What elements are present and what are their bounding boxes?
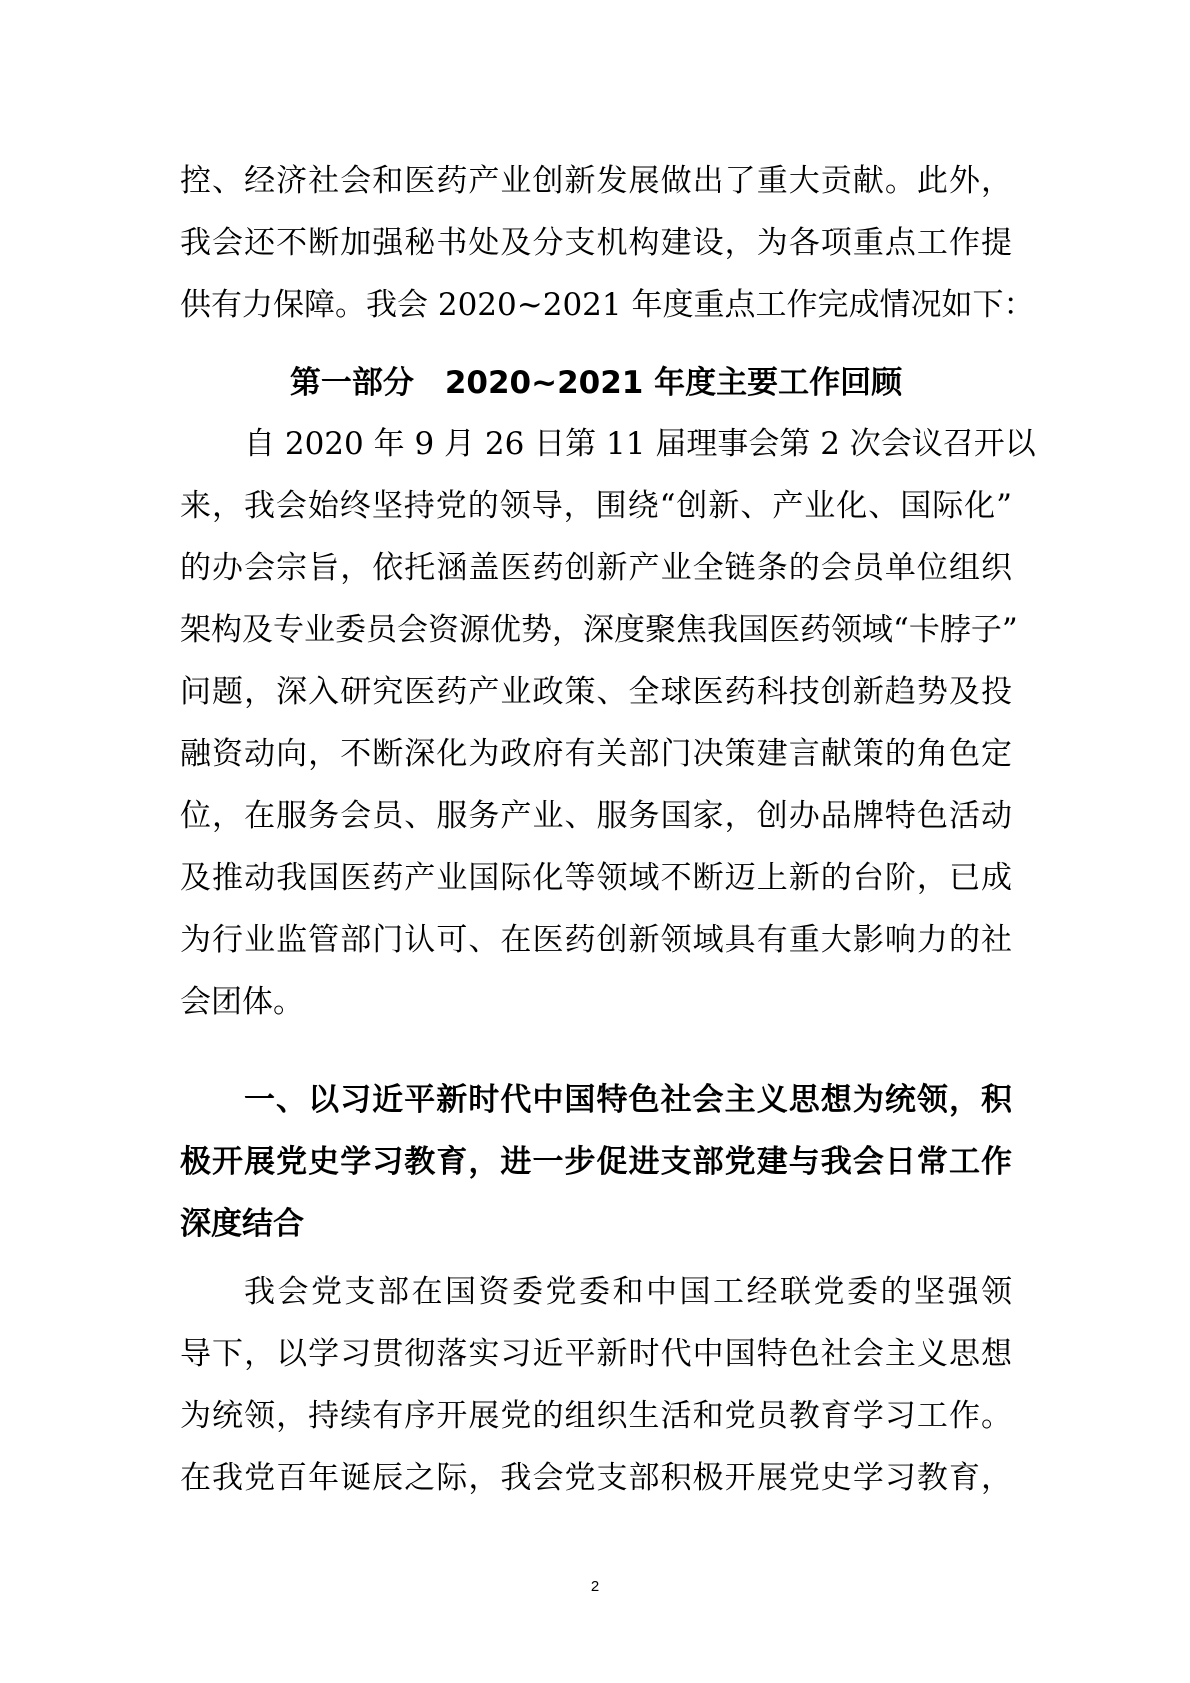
party-paragraph [180, 1261, 1012, 1509]
section-heading-line: 深度结合 [180, 1206, 304, 1242]
section-heading [180, 1069, 1012, 1255]
review-line: 会团体。 [180, 984, 304, 1020]
review-line: 的办会宗旨，依托涵盖医药创新产业全链条的会员单位组织 [180, 550, 1012, 586]
intro-paragraph [180, 150, 1035, 336]
intro-line: 供有力保障。我会 2020~2021 年度重点工作完成情况如下： [180, 287, 1035, 323]
intro-line: 我会还不断加强秘书处及分支机构建设，为各项重点工作提 [180, 225, 1012, 261]
review-paragraph [180, 413, 1036, 1033]
review-line: 及推动我国医药产业国际化等领域不断迈上新的台阶，已成 [180, 860, 1012, 896]
party-line: 为统领，持续有序开展党的组织生活和党员教育学习工作。 [180, 1398, 1012, 1434]
section-heading-line: 极开展党史学习教育，进一步促进支部党建与我会日常工作 [180, 1144, 1012, 1180]
review-line: 位，在服务会员、服务产业、服务国家，创办品牌特色活动 [180, 798, 1012, 834]
part-heading: 第一部分 2020~2021 年度主要工作回顾 [289, 365, 903, 401]
intro-line: 控、经济社会和医药产业创新发展做出了重大贡献。此外， [180, 163, 1012, 199]
page-number: 2 [590, 1578, 600, 1595]
review-line: 架构及专业委员会资源优势，深度聚焦我国医药领域“卡脖子” [180, 612, 1018, 648]
review-line: 融资动向，不断深化为政府有关部门决策建言献策的角色定 [180, 736, 1012, 772]
party-line: 在我党百年诞辰之际，我会党支部积极开展党史学习教育， [180, 1460, 1012, 1496]
review-line: 为行业监管部门认可、在医药创新领域具有重大影响力的社 [180, 922, 1012, 958]
party-line: 我会党支部在国资委党委和中国工经联党委的坚强领 [244, 1274, 1012, 1310]
review-line: 来，我会始终坚持党的领导，围绕“创新、产业化、国际化” [180, 488, 1012, 524]
party-line: 导下，以学习贯彻落实习近平新时代中国特色社会主义思想 [180, 1336, 1012, 1372]
review-line: 问题，深入研究医药产业政策、全球医药科技创新趋势及投 [180, 674, 1012, 710]
review-line: 自 2020 年 9 月 26 日第 11 届理事会第 2 次会议召开以 [244, 426, 1036, 462]
section-heading-line: 一、以习近平新时代中国特色社会主义思想为统领，积 [244, 1082, 1012, 1118]
